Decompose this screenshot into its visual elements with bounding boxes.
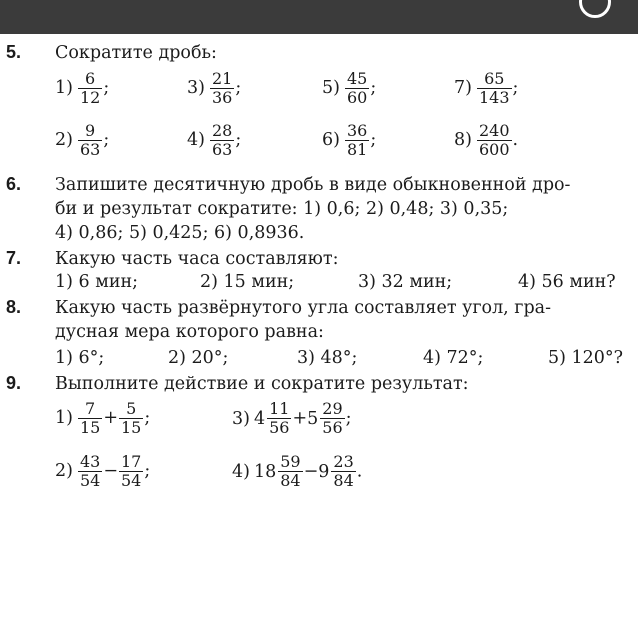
- answer-option: 4) 72°;: [423, 348, 484, 368]
- task-text: Сократите дробь:: [55, 43, 217, 63]
- task-text-line: Запишите десятичную дробь в виде обыкновенной дро-: [55, 175, 571, 195]
- answer-option: 2) 20°;: [168, 348, 229, 368]
- answer-option: 4) 56 мин?: [518, 272, 616, 292]
- task-number: 5.: [6, 42, 22, 62]
- fraction-item: 8) $\frac{240}{600}$ .: [454, 121, 519, 159]
- task-text-line: 4) 0,86; 5) 0,425; 6) 0,8936.: [55, 223, 305, 243]
- task-number: 9.: [6, 373, 22, 393]
- fraction-item: 5) $\frac{45}{60}$ ;: [322, 69, 377, 107]
- fraction-item: 3) $\frac{21}{36}$ ;: [187, 69, 242, 107]
- fraction-item: 1) $\frac{6}{12}$ ;: [55, 69, 110, 107]
- task-text-line: би и результат сократите: 1) 0,6; 2) 0,48; 3) 0,35;: [55, 199, 509, 219]
- answer-option: 3) 32 мин;: [358, 272, 453, 292]
- fraction-item: 6) $\frac{36}{81}$ ;: [322, 121, 377, 159]
- answer-option: 1) 6°;: [55, 348, 105, 368]
- refresh-icon[interactable]: [579, 0, 611, 18]
- browser-top-bar: [0, 0, 638, 34]
- answer-option: 3) 48°;: [297, 348, 358, 368]
- fraction-item: 2) $\frac{9}{63}$ ;: [55, 121, 110, 159]
- fraction-item: 7) $\frac{65}{143}$ ;: [454, 69, 519, 107]
- task-text: Выполните действие и сократите результат:: [55, 374, 469, 394]
- task-number: 6.: [6, 174, 22, 194]
- expression-item: 1) $\frac{7}{15}$ + $\frac{5}{15}$ ;: [55, 399, 151, 437]
- expression-item: 3) 4 $\frac{11}{56}$ + 5 $\frac{29}{56}$ ;: [232, 399, 352, 437]
- answer-option: 1) 6 мин;: [55, 272, 139, 292]
- task-text-line: дусная мера которого равна:: [55, 322, 324, 342]
- expression-item: 2) $\frac{43}{54}$ − $\frac{17}{54}$ ;: [55, 452, 151, 490]
- expression-item: 4) 18 $\frac{59}{84}$ − 9 $\frac{23}{84}$ .: [232, 452, 363, 490]
- task-text: Какую часть часа составляют:: [55, 249, 339, 269]
- fraction-item: 4) $\frac{28}{63}$ ;: [187, 121, 242, 159]
- task-number: 7.: [6, 248, 22, 268]
- answer-option: 5) 120°?: [548, 348, 624, 368]
- task-text-line: Какую часть развёрнутого угла составляет угол, гра-: [55, 298, 552, 318]
- task-number: 8.: [6, 297, 22, 317]
- answer-option: 2) 15 мин;: [200, 272, 295, 292]
